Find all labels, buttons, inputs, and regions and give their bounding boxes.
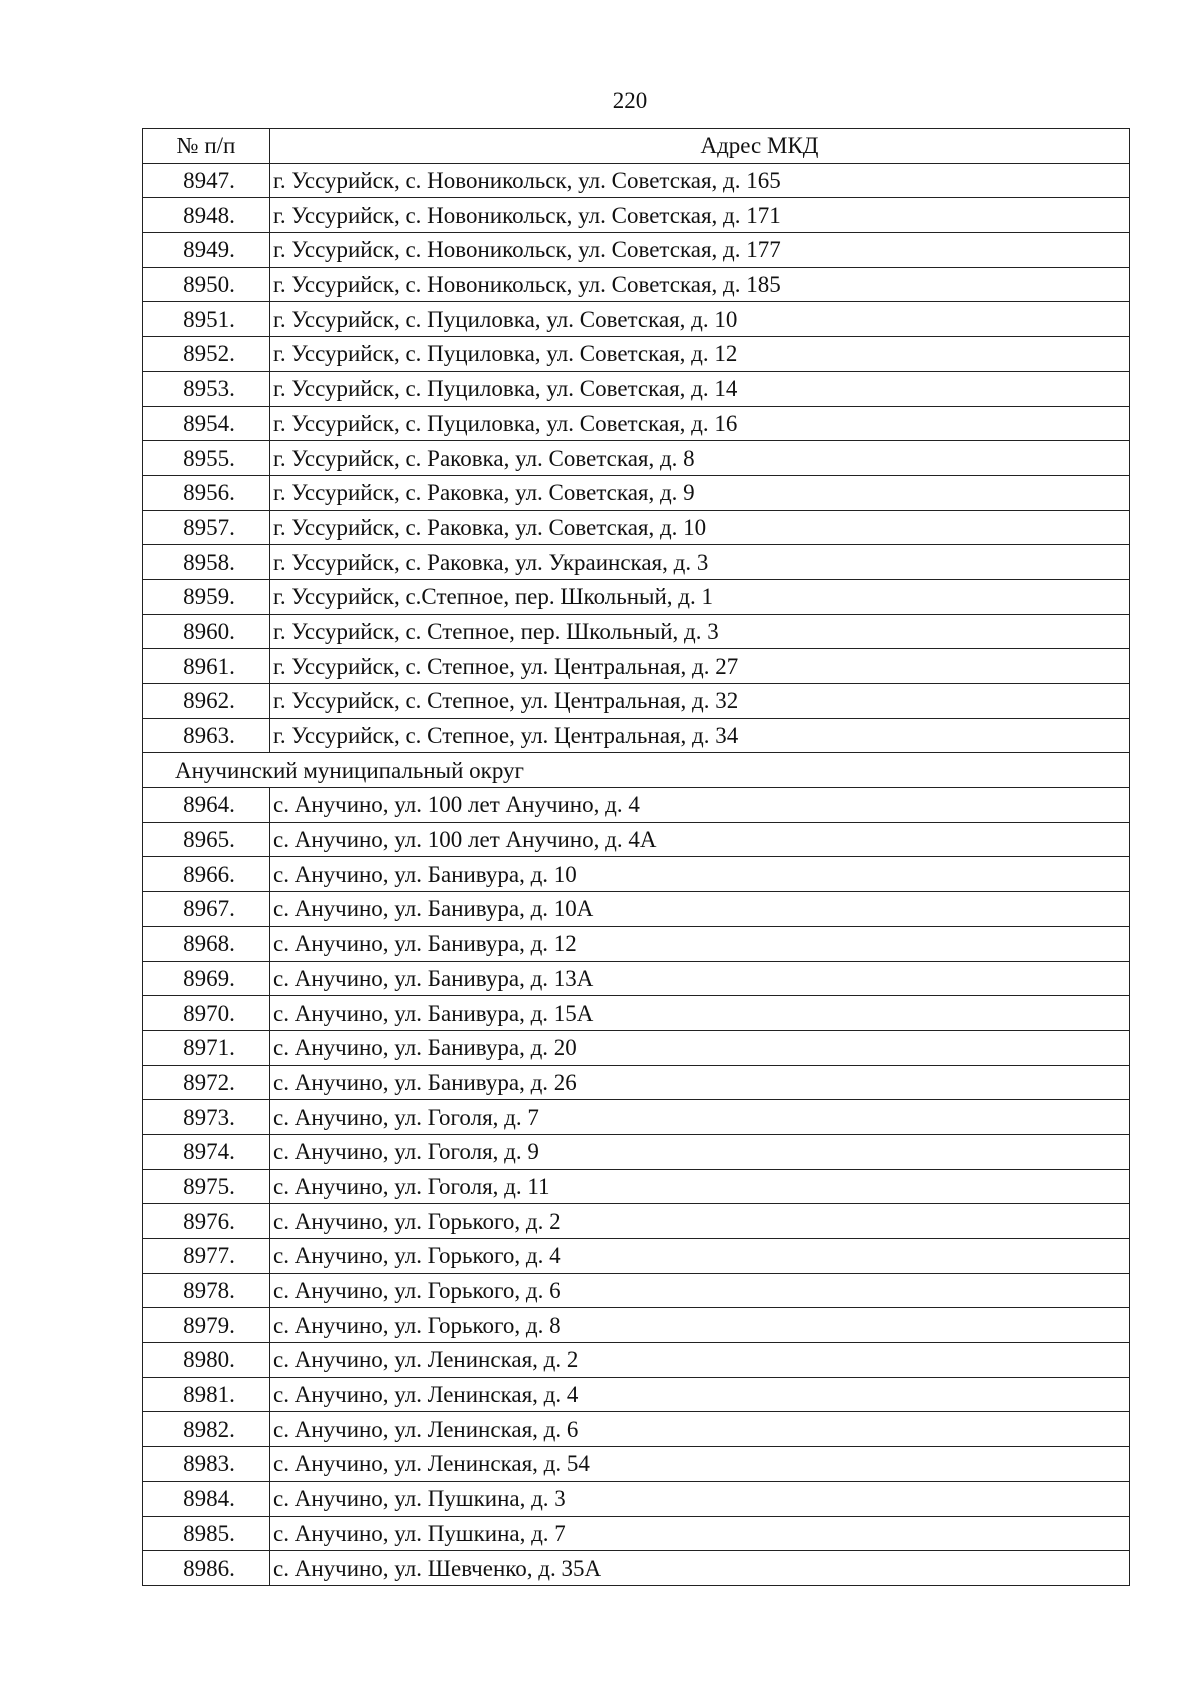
row-address: г. Уссурийск, с.Степное, пер. Школьный, д. 1: [270, 579, 1130, 614]
section-row: [143, 753, 1130, 788]
row-address: с. Анучино, ул. Банивура, д. 26: [270, 1065, 1130, 1100]
table-body: [143, 163, 1130, 1585]
row-number: 8975.: [143, 1169, 270, 1204]
row-number: 8954.: [143, 406, 270, 441]
row-address: с. Анучино, ул. Банивура, д. 15А: [270, 996, 1130, 1031]
table-row: [143, 510, 1130, 545]
row-number: 8956.: [143, 475, 270, 510]
row-address: г. Уссурийск, с. Новоникольск, ул. Советская, д. 165: [270, 163, 1130, 198]
row-number: 8982.: [143, 1412, 270, 1447]
row-number: 8984.: [143, 1481, 270, 1516]
row-address: с. Анучино, ул. Пушкина, д. 7: [270, 1516, 1130, 1551]
row-address: с. Анучино, ул. Горького, д. 6: [270, 1273, 1130, 1308]
row-address: г. Уссурийск, с. Раковка, ул. Советская, д. 9: [270, 475, 1130, 510]
table-row: [143, 302, 1130, 337]
header-row: [143, 129, 1130, 164]
row-address: г. Уссурийск, с. Раковка, ул. Советская, д. 10: [270, 510, 1130, 545]
row-number: 8970.: [143, 996, 270, 1031]
row-address: г. Уссурийск, с. Пуциловка, ул. Советская, д. 12: [270, 337, 1130, 372]
table-row: [143, 1412, 1130, 1447]
row-address: г. Уссурийск, с. Степное, ул. Центральная, д. 34: [270, 718, 1130, 753]
table-row: [143, 926, 1130, 961]
row-address: с. Анучино, ул. Ленинская, д. 54: [270, 1447, 1130, 1482]
row-number: 8976.: [143, 1204, 270, 1239]
table-row: [143, 1343, 1130, 1378]
row-address: г. Уссурийск, с. Раковка, ул. Украинская, д. 3: [270, 545, 1130, 580]
row-address: с. Анучино, ул. Горького, д. 4: [270, 1239, 1130, 1274]
row-address: с. Анучино, ул. Шевченко, д. 35А: [270, 1551, 1130, 1586]
row-address: г. Уссурийск, с. Степное, ул. Центральная, д. 32: [270, 684, 1130, 719]
row-number: 8947.: [143, 163, 270, 198]
row-number: 8972.: [143, 1065, 270, 1100]
row-address: с. Анучино, ул. Горького, д. 8: [270, 1308, 1130, 1343]
table-row: [143, 1308, 1130, 1343]
table-row: [143, 1065, 1130, 1100]
section-title: Анучинский муниципальный округ: [143, 753, 1130, 788]
row-number: 8969.: [143, 961, 270, 996]
table-row: [143, 1134, 1130, 1169]
row-address: с. Анучино, ул. Банивура, д. 10А: [270, 892, 1130, 927]
row-number: 8968.: [143, 926, 270, 961]
row-address: с. Анучино, ул. Гоголя, д. 11: [270, 1169, 1130, 1204]
row-address: с. Анучино, ул. Ленинская, д. 4: [270, 1377, 1130, 1412]
row-address: г. Уссурийск, с. Степное, пер. Школьный, д. 3: [270, 614, 1130, 649]
table-row: [143, 337, 1130, 372]
table-row: [143, 545, 1130, 580]
row-address: с. Анучино, ул. Ленинская, д. 6: [270, 1412, 1130, 1447]
row-address: с. Анучино, ул. 100 лет Анучино, д. 4А: [270, 822, 1130, 857]
row-number: 8986.: [143, 1551, 270, 1586]
row-number: 8983.: [143, 1447, 270, 1482]
table-row: [143, 822, 1130, 857]
table-row: [143, 163, 1130, 198]
header-number: № п/п: [143, 129, 270, 164]
table-row: [143, 441, 1130, 476]
row-number: 8974.: [143, 1134, 270, 1169]
row-address: с. Анучино, ул. 100 лет Анучино, д. 4: [270, 788, 1130, 823]
table-row: [143, 1447, 1130, 1482]
table-row: [143, 1481, 1130, 1516]
page-number: 220: [612, 88, 648, 113]
table-row: [143, 1030, 1130, 1065]
table-row: [143, 475, 1130, 510]
row-number: 8960.: [143, 614, 270, 649]
row-address: г. Уссурийск, с. Пуциловка, ул. Советская, д. 10: [270, 302, 1130, 337]
table-row: [143, 961, 1130, 996]
row-number: 8951.: [143, 302, 270, 337]
table-row: [143, 649, 1130, 684]
table-row: [143, 198, 1130, 233]
table-row: [143, 1239, 1130, 1274]
row-address: г. Уссурийск, с. Новоникольск, ул. Советская, д. 185: [270, 267, 1130, 302]
row-number: 8967.: [143, 892, 270, 927]
row-address: с. Анучино, ул. Банивура, д. 10: [270, 857, 1130, 892]
table-row: [143, 267, 1130, 302]
row-address: г. Уссурийск, с. Раковка, ул. Советская, д. 8: [270, 441, 1130, 476]
row-address: г. Уссурийск, с. Новоникольск, ул. Советская, д. 171: [270, 198, 1130, 233]
row-number: 8948.: [143, 198, 270, 233]
table-row: [143, 371, 1130, 406]
row-number: 8953.: [143, 371, 270, 406]
row-number: 8973.: [143, 1100, 270, 1135]
table-row: [143, 892, 1130, 927]
table-row: [143, 1377, 1130, 1412]
row-number: 8966.: [143, 857, 270, 892]
row-address: с. Анучино, ул. Горького, д. 2: [270, 1204, 1130, 1239]
table-row: [143, 684, 1130, 719]
row-number: 8961.: [143, 649, 270, 684]
row-address: с. Анучино, ул. Пушкина, д. 3: [270, 1481, 1130, 1516]
table-row: [143, 788, 1130, 823]
table-row: [143, 1204, 1130, 1239]
table-row: [143, 614, 1130, 649]
row-number: 8957.: [143, 510, 270, 545]
table-row: [143, 1516, 1130, 1551]
row-number: 8981.: [143, 1377, 270, 1412]
row-number: 8980.: [143, 1343, 270, 1378]
row-number: 8962.: [143, 684, 270, 719]
row-address: с. Анучино, ул. Гоголя, д. 7: [270, 1100, 1130, 1135]
table-row: [143, 1273, 1130, 1308]
row-address: с. Анучино, ул. Гоголя, д. 9: [270, 1134, 1130, 1169]
row-number: 8979.: [143, 1308, 270, 1343]
row-number: 8952.: [143, 337, 270, 372]
row-number: 8977.: [143, 1239, 270, 1274]
row-number: 8978.: [143, 1273, 270, 1308]
table-row: [143, 1100, 1130, 1135]
row-number: 8950.: [143, 267, 270, 302]
row-number: 8958.: [143, 545, 270, 580]
row-address: с. Анучино, ул. Ленинская, д. 2: [270, 1343, 1130, 1378]
table-row: [143, 579, 1130, 614]
table-row: [143, 233, 1130, 268]
table-row: [143, 857, 1130, 892]
row-number: 8965.: [143, 822, 270, 857]
address-table: [142, 128, 1130, 1586]
table-row: [143, 1169, 1130, 1204]
row-address: г. Уссурийск, с. Степное, ул. Центральная, д. 27: [270, 649, 1130, 684]
header-address: Адрес МКД: [270, 129, 1130, 164]
table-row: [143, 718, 1130, 753]
row-number: 8959.: [143, 579, 270, 614]
row-number: 8963.: [143, 718, 270, 753]
row-address: с. Анучино, ул. Банивура, д. 20: [270, 1030, 1130, 1065]
table-row: [143, 1551, 1130, 1586]
table-row: [143, 996, 1130, 1031]
row-number: 8955.: [143, 441, 270, 476]
row-address: г. Уссурийск, с. Пуциловка, ул. Советская, д. 14: [270, 371, 1130, 406]
row-number: 8971.: [143, 1030, 270, 1065]
row-address: с. Анучино, ул. Банивура, д. 13А: [270, 961, 1130, 996]
row-number: 8949.: [143, 233, 270, 268]
row-address: г. Уссурийск, с. Пуциловка, ул. Советская, д. 16: [270, 406, 1130, 441]
row-address: г. Уссурийск, с. Новоникольск, ул. Советская, д. 177: [270, 233, 1130, 268]
row-address: с. Анучино, ул. Банивура, д. 12: [270, 926, 1130, 961]
table-header: [143, 129, 1130, 164]
row-number: 8985.: [143, 1516, 270, 1551]
row-number: 8964.: [143, 788, 270, 823]
table-row: [143, 406, 1130, 441]
